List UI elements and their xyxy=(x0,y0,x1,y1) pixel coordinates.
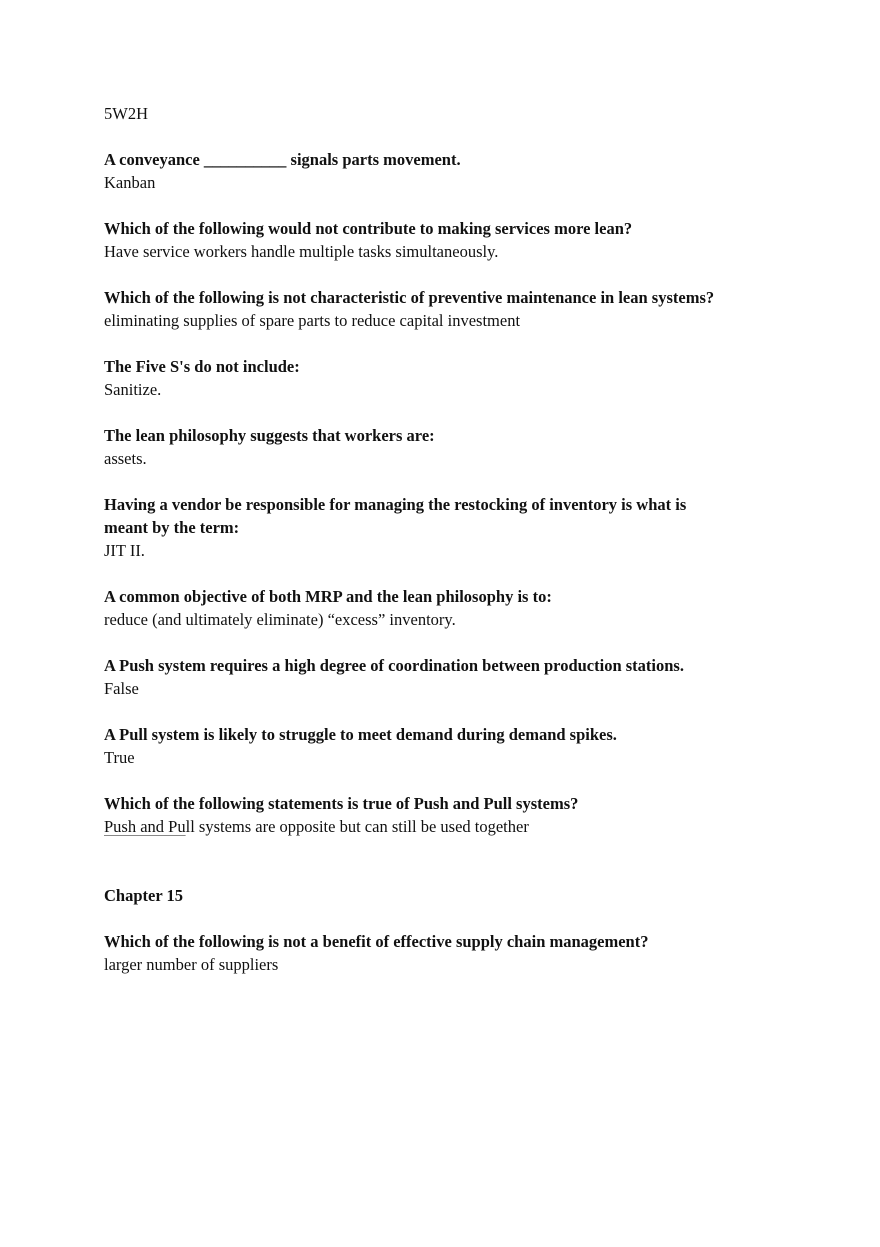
answer-underlined-part: Push and Pu xyxy=(104,817,186,836)
question: The Five S's do not include: xyxy=(104,357,300,376)
question: Which of the following is not a benefit of effective supply chain management? xyxy=(104,932,649,951)
answer: JIT II. xyxy=(104,541,145,560)
qa-item xyxy=(104,792,880,838)
answer xyxy=(104,815,880,838)
question: A Pull system is likely to struggle to meet demand during demand spikes. xyxy=(104,725,617,744)
section-heading: 5W2H xyxy=(104,104,148,123)
question: Which of the following would not contribute to making services more lean? xyxy=(104,219,633,238)
question: Which of the following is not characteristic of preventive maintenance in lean systems? xyxy=(104,288,715,307)
qa-item xyxy=(104,585,880,631)
qa-item xyxy=(104,654,880,700)
qa-item xyxy=(104,217,880,263)
answer: Kanban xyxy=(104,173,156,192)
answer: True xyxy=(104,748,135,767)
qa-item xyxy=(104,148,880,194)
answer: assets. xyxy=(104,449,147,468)
question: A Push system requires a high degree of coordination between production stations. xyxy=(104,656,684,675)
question: The lean philosophy suggests that workers are: xyxy=(104,426,435,445)
answer: Have service workers handle multiple tasks simultaneously. xyxy=(104,242,499,261)
question: A common objective of both MRP and the lean philosophy is to: xyxy=(104,587,552,606)
answer: eliminating supplies of spare parts to reduce capital investment xyxy=(104,311,521,330)
qa-item xyxy=(104,723,880,769)
answer: reduce (and ultimately eliminate) “excess” inventory. xyxy=(104,610,456,629)
answer-rest: ll systems are opposite but can still be used together xyxy=(185,817,529,836)
qa-item xyxy=(104,424,880,470)
answer: Sanitize. xyxy=(104,380,162,399)
qa-item xyxy=(104,355,880,401)
chapter-heading: Chapter 15 xyxy=(104,886,183,905)
qa-item xyxy=(104,493,880,562)
answer: larger number of suppliers xyxy=(104,955,279,974)
question-continued: meant by the term: xyxy=(104,518,240,537)
question: Having a vendor be responsible for managing the restocking of inventory is what is xyxy=(104,495,687,514)
qa-item xyxy=(104,286,880,332)
qa-item xyxy=(104,930,880,976)
answer: False xyxy=(104,679,139,698)
question: A conveyance __________ signals parts movement. xyxy=(104,150,461,169)
question: Which of the following statements is true of Push and Pull systems? xyxy=(104,794,579,813)
